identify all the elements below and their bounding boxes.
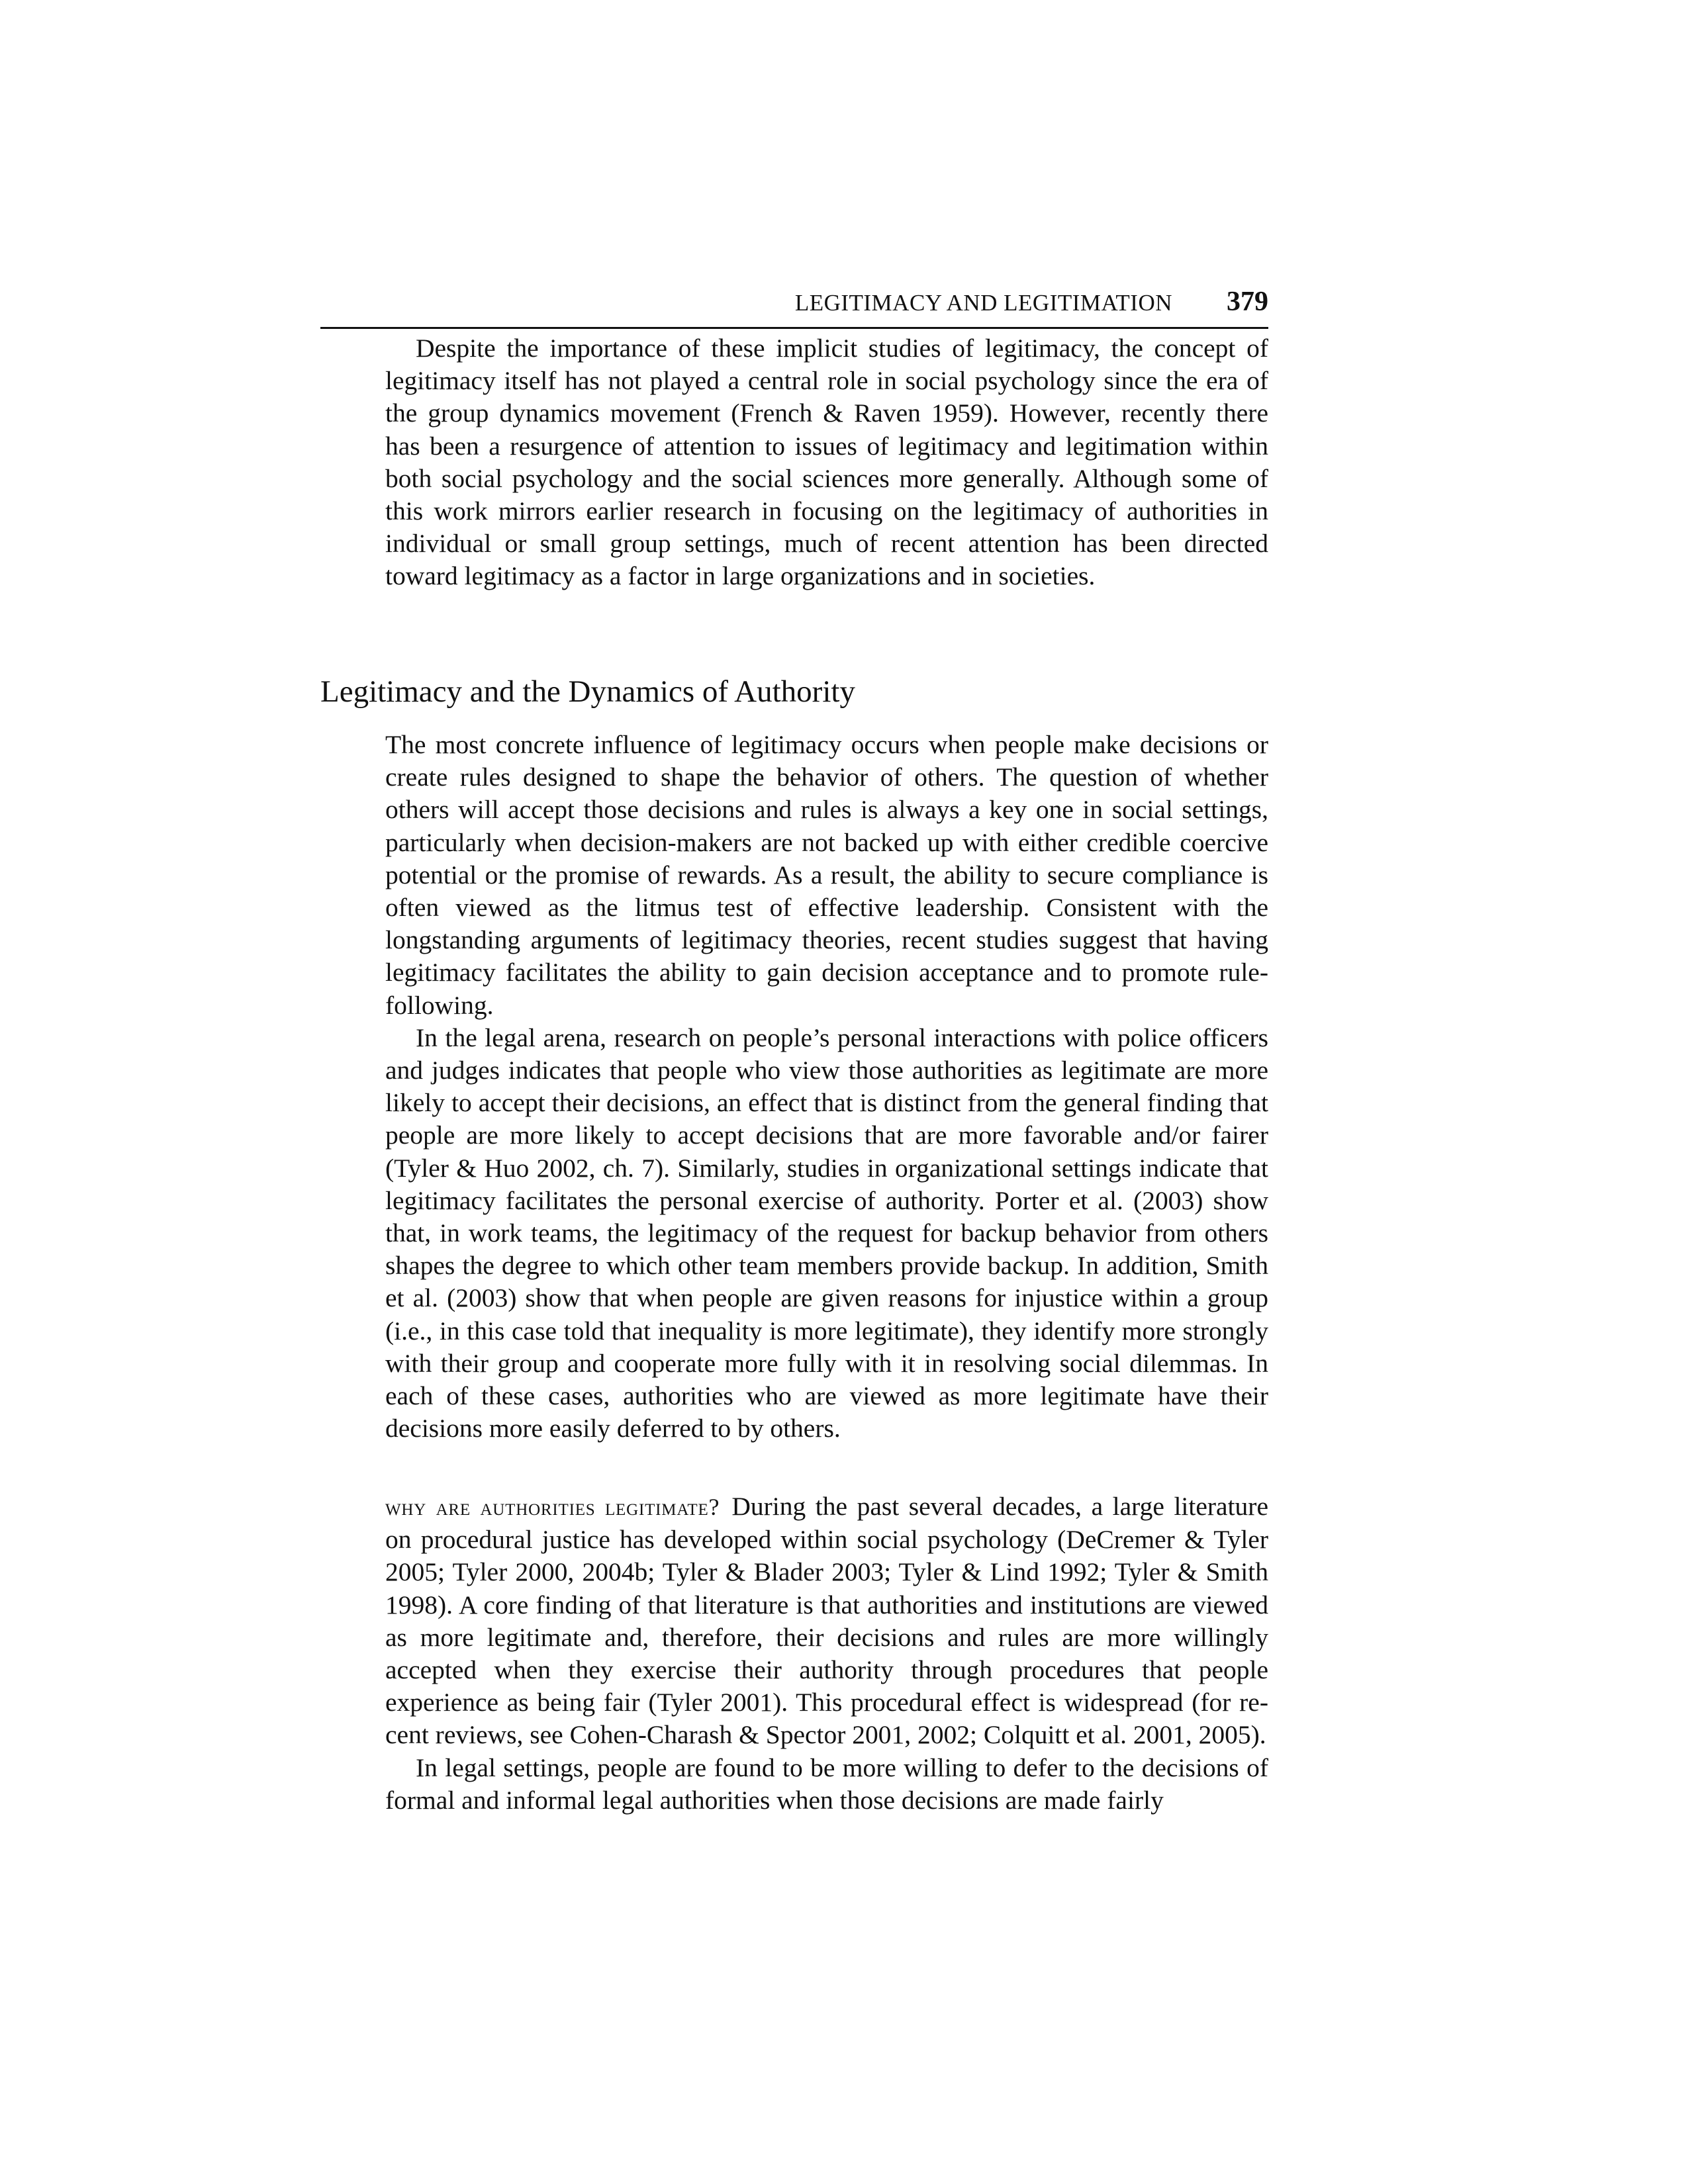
running-header-title: LEGITIMACY AND LEGITIMATION xyxy=(794,290,1172,316)
why-paragraph-1-text: During the past several decades, a large literature on procedural justice has developed within social psychology (DeCremer & Tyler 2005; Tyler 2000, 2004b; Tyler & Blader 2003; Tyler & Lind 1992; Tyler & Smith 1998). A core finding of that literature is that authorities and institutions are viewed as more legitimate and, therefore, their decisions and rules are more willingly accepted when they exercise their authority through procedures that people experience as being fair (Tyler 2001). This procedural effect is widespread (for recent reviews, see Cohen-Charash & Spector 2001, 2002; Colquitt et al. 2001, 2005). xyxy=(385,1492,1268,1750)
section-heading: Legitimacy and the Dynamics of Authority xyxy=(320,674,855,709)
intro-block xyxy=(385,332,1268,593)
authority-paragraph-2: In the legal arena, research on people’s personal interactions with police officers and judges indicates that people who view those authorities as legitimate are more likely to accept their decisions, an effect that is distinct from the general finding that people are more likely to accept decisions that are more favorable and/or fairer (Tyler & Huo 2002, ch. 7). Similarly, studies in organizational settings indicate that legitimacy facilitates the personal exercise of authority. Porter et al. (2003) show that, in work teams, the legitimacy of the request for backup behavior from others shapes the degree to which other team members provide backup. In addition, Smith et al. (2003) show that when people are given reasons for injustice within a group (i.e., in this case told that inequality is more legitimate), they identify more strongly with their group and cooperate more fully with it in resolving social dilemmas. In each of these cases, authorities who are viewed as more legitimate have their decisions more easily deferred to by others. xyxy=(385,1023,1268,1443)
running-header xyxy=(320,285,1268,329)
page-number: 379 xyxy=(1227,287,1268,317)
why-legitimate-subsection xyxy=(385,1490,1268,1817)
why-paragraph-2: In legal settings, people are found to be more willing to defer to the decisions of formal and informal legal authorities when those decisions are made fairly xyxy=(385,1752,1268,1815)
run-in-heading: why are authorities legitimate? xyxy=(385,1494,720,1520)
why-paragraph-1 xyxy=(385,1490,1268,1752)
authority-paragraph-1: The most concrete influence of legitimacy occurs when people make decisions or create rules designed to shape the behavior of others. The question of whether others will accept those decisions and rules is always a key one in social settings, particularly when decision-makers are not backed up with either credible coercive potential or the promise of rewards. As a result, the ability to secure compliance is often viewed as the litmus test of effective leadership. Consistent with the longstanding arguments of legitimacy theories, recent studies suggest that having legitimacy facilitates the ability to gain decision acceptance and to promote rule-following. xyxy=(385,730,1268,1020)
intro-paragraph: Despite the importance of these implicit studies of legitimacy, the concept of legitimacy itself has not played a central role in social psychology since the era of the group dynamics movement (French & Raven 1959). However, recently there has been a resurgence of attention to issues of legitimacy and legitimation within both social psychology and the social sciences more generally. Although some of this work mirrors earlier research in focusing on the legitimacy of authorities in individual or small group settings, much of recent attention has been directed toward legitimacy as a factor in large organizations and in societies. xyxy=(385,334,1268,591)
authority-section-body xyxy=(385,729,1268,1445)
